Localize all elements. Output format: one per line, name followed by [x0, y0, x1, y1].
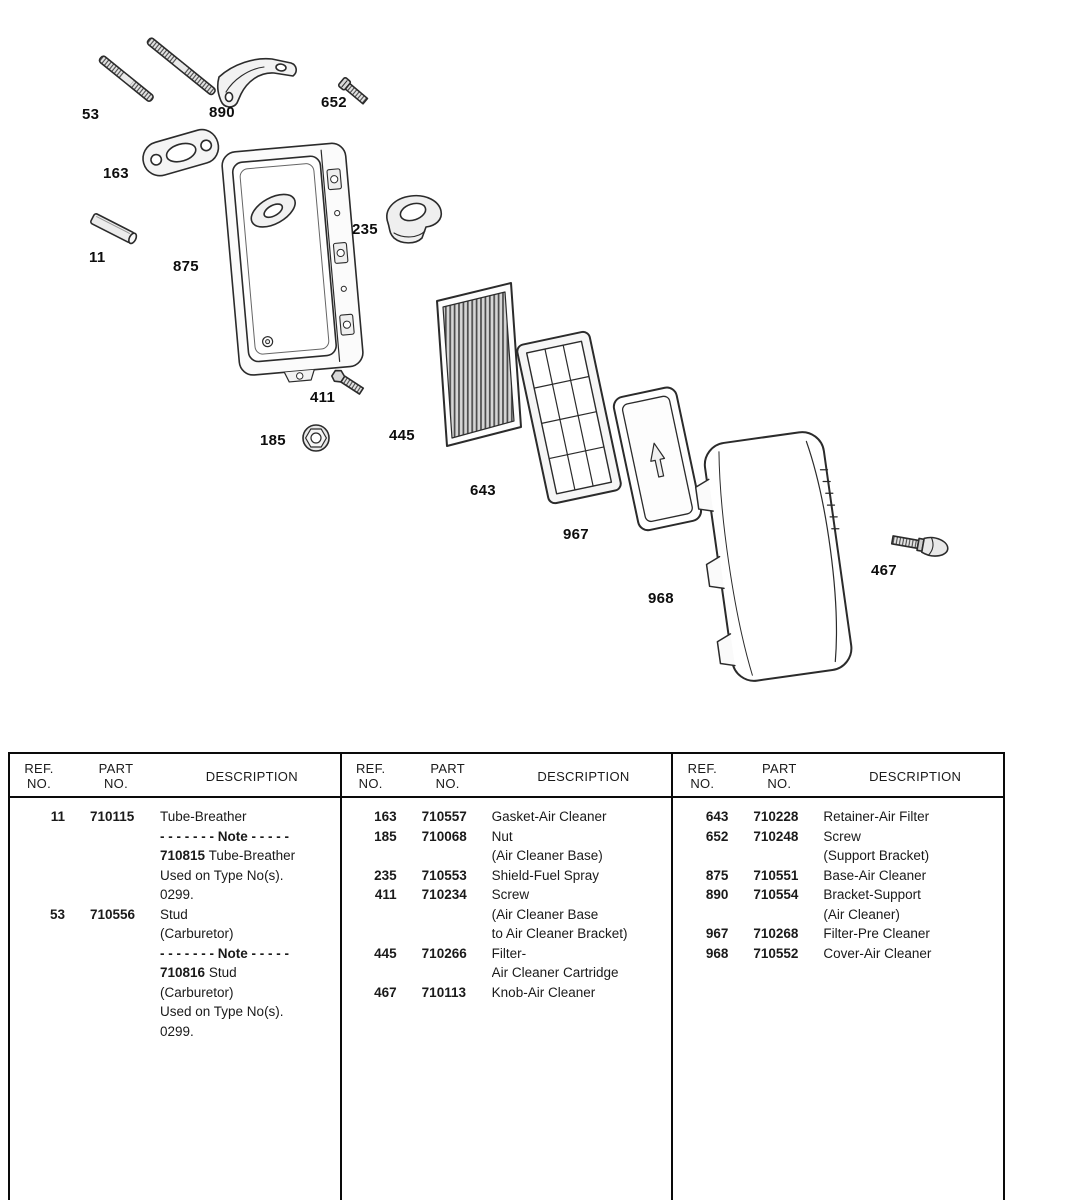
- part-no-header: PART NO.: [762, 761, 797, 791]
- callout-label-235: 235: [352, 221, 378, 238]
- part-no: 710554: [753, 887, 799, 902]
- part-no: [90, 1002, 152, 1022]
- part-row: [10, 807, 340, 827]
- description: (Carburetor): [160, 926, 234, 941]
- ref-no: [10, 983, 65, 1003]
- ref-no: [10, 846, 65, 866]
- callout-label-652: 652: [321, 94, 347, 111]
- part-no: 710552: [753, 945, 799, 961]
- ref-no-header: REF. NO.: [355, 761, 386, 791]
- ref-no: [342, 905, 397, 925]
- ref-no: [10, 924, 65, 944]
- part-row: [342, 846, 672, 866]
- ref-no: [10, 827, 65, 847]
- part-row: [10, 1002, 340, 1022]
- part-row: [673, 924, 1003, 944]
- callout-label-445: 445: [389, 427, 415, 444]
- part-row: [10, 944, 340, 964]
- ref-no: 53: [49, 906, 65, 922]
- description: Screw: [823, 828, 861, 844]
- part-row: [342, 983, 672, 1003]
- part-row: [10, 866, 340, 886]
- part-no: [90, 827, 152, 847]
- description: Gasket-Air Cleaner: [491, 809, 607, 824]
- description: to Air Cleaner Bracket): [491, 926, 628, 941]
- description: (Carburetor): [160, 984, 234, 1000]
- part-row: [673, 905, 1003, 925]
- description: Filter-Pre Cleaner: [823, 926, 930, 941]
- part-row: [673, 827, 1003, 847]
- part-row: [10, 905, 340, 925]
- ref-no: 185: [374, 828, 397, 844]
- description: Tube-Breather: [160, 809, 247, 824]
- callout-label-53: 53: [82, 106, 100, 123]
- description: - - - - - - - Note - - - - -: [160, 828, 289, 844]
- part-no: [753, 905, 815, 925]
- part-no: [90, 963, 152, 983]
- description: (Air Cleaner Base): [491, 848, 603, 863]
- part-no: [90, 885, 152, 905]
- description: - - - - - - - Note - - - - -: [160, 945, 289, 961]
- part-row: [342, 905, 672, 925]
- part-no: [90, 866, 152, 886]
- ref-no: [673, 846, 728, 866]
- description-header: DESCRIPTION: [205, 768, 298, 784]
- ref-no-header: REF. NO.: [24, 761, 54, 791]
- ref-no: [10, 963, 65, 983]
- part-row: [10, 827, 340, 847]
- part-no: [90, 944, 152, 964]
- ref-no: 467: [374, 984, 397, 1000]
- ref-no: [342, 846, 397, 866]
- part-no: [422, 846, 484, 866]
- callout-label-467: 467: [871, 562, 897, 579]
- part-no: 710553: [421, 867, 467, 883]
- part-no: 710551: [753, 867, 799, 883]
- description: Bracket-Support: [823, 887, 921, 902]
- description: (Air Cleaner): [823, 906, 900, 922]
- ref-no: 890: [705, 887, 729, 902]
- part-row: [673, 885, 1003, 905]
- callout-label-875: 875: [173, 258, 199, 275]
- description: Retainer-Air Filter: [823, 809, 930, 824]
- ref-no: 11: [50, 809, 65, 824]
- description: (Support Bracket): [823, 848, 930, 863]
- part-row: [673, 846, 1003, 866]
- description: 710815 Tube-Breather: [160, 848, 296, 863]
- ref-no: [10, 1002, 65, 1022]
- ref-no: 411: [374, 887, 397, 902]
- ref-no: [673, 905, 728, 925]
- ref-no: [10, 866, 65, 886]
- description: Base-Air Cleaner: [823, 867, 927, 883]
- part-row: [673, 807, 1003, 827]
- callout-label-163: 163: [103, 165, 129, 182]
- callout-label-643: 643: [470, 482, 496, 499]
- part-row: [342, 924, 672, 944]
- part-no: 710557: [421, 809, 467, 824]
- description: 0299.: [160, 887, 194, 902]
- parts-column: [673, 754, 1003, 1200]
- part-no: [422, 963, 484, 983]
- column-header: [673, 754, 1003, 798]
- part-row: [342, 944, 672, 964]
- part-no: 710228: [753, 809, 799, 824]
- part-row: [10, 885, 340, 905]
- part-row: [673, 944, 1003, 964]
- ref-no: 652: [705, 828, 729, 844]
- parts-column: [342, 754, 674, 1200]
- part-no: [422, 905, 484, 925]
- column-body: [673, 798, 1003, 963]
- description: 710816 Stud: [160, 965, 237, 980]
- ref-no: 875: [705, 867, 729, 883]
- part-row: [342, 866, 672, 886]
- ref-no: [10, 944, 65, 964]
- part-row: [342, 963, 672, 983]
- part-no: [90, 924, 152, 944]
- part-no-header: PART NO.: [98, 761, 134, 791]
- part-no: 710556: [90, 906, 136, 922]
- description: (Air Cleaner Base: [491, 906, 599, 922]
- parts-column: [10, 754, 342, 1200]
- part-row: [342, 807, 672, 827]
- description: Cover-Air Cleaner: [823, 945, 932, 961]
- callout-label-411: 411: [310, 389, 336, 406]
- part-row: [10, 924, 340, 944]
- ref-no: 163: [374, 809, 397, 824]
- part-row: [10, 846, 340, 866]
- ref-no: [10, 1022, 65, 1042]
- ref-no: 968: [705, 945, 729, 961]
- part-no-header: PART NO.: [430, 761, 465, 791]
- part-no: 710248: [753, 828, 799, 844]
- ref-no-header: REF. NO.: [687, 761, 718, 791]
- column-body: [342, 798, 672, 1002]
- description: Shield-Fuel Spray: [491, 867, 599, 883]
- part-no: 710268: [753, 926, 799, 941]
- column-header: [10, 754, 340, 798]
- ref-no: 967: [705, 926, 729, 941]
- column-body: [10, 798, 340, 1041]
- description: Used on Type No(s).: [160, 867, 284, 883]
- description-header: DESCRIPTION: [869, 768, 962, 784]
- description: Stud: [160, 906, 188, 922]
- column-header: [342, 754, 672, 798]
- part-no: [90, 983, 152, 1003]
- description: Knob-Air Cleaner: [491, 984, 596, 1000]
- part-no: 710068: [421, 828, 467, 844]
- ref-no: 445: [374, 945, 397, 961]
- ref-no: [10, 885, 65, 905]
- part-row: [342, 885, 672, 905]
- description: Air Cleaner Cartridge: [491, 965, 619, 980]
- part-row: [10, 1022, 340, 1042]
- callout-label-968: 968: [648, 590, 674, 607]
- part-no: [422, 924, 484, 944]
- part-row: [10, 983, 340, 1003]
- part-no: 710234: [421, 887, 467, 902]
- callout-label-967: 967: [563, 526, 589, 543]
- parts-table: [8, 752, 1005, 1200]
- ref-no: 235: [374, 867, 397, 883]
- part-no: 710113: [421, 984, 466, 1000]
- part-no: [90, 846, 152, 866]
- description: 0299.: [160, 1023, 194, 1039]
- part-row: [10, 963, 340, 983]
- part-row: [342, 827, 672, 847]
- part-no: [753, 846, 815, 866]
- part-no: 710266: [421, 945, 467, 961]
- part-row: [673, 866, 1003, 886]
- callout-label-11: 11: [89, 249, 106, 266]
- description: Filter-: [491, 945, 527, 961]
- part-no: 710115: [90, 809, 135, 824]
- description: Screw: [491, 887, 530, 902]
- part-no: [90, 1022, 152, 1042]
- callout-label-890: 890: [209, 104, 235, 121]
- description: Used on Type No(s).: [160, 1004, 284, 1019]
- description: Nut: [491, 828, 513, 844]
- callout-label-185: 185: [260, 432, 286, 449]
- ref-no: [342, 924, 397, 944]
- description-header: DESCRIPTION: [537, 768, 630, 784]
- ref-no: [342, 963, 397, 983]
- ref-no: 643: [705, 809, 729, 824]
